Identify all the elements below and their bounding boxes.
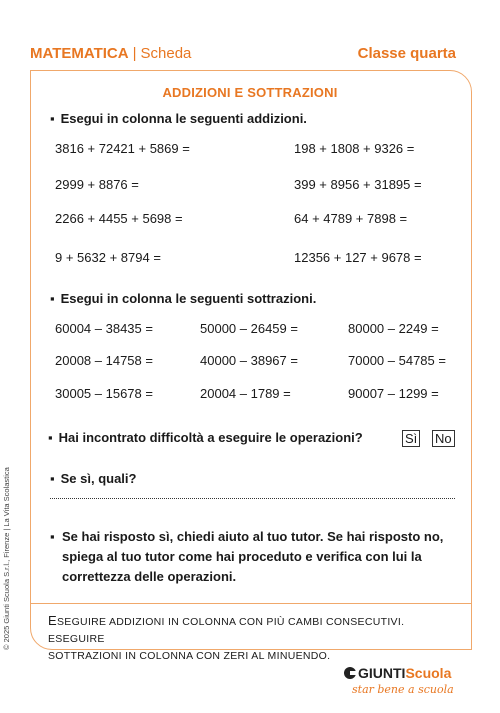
subtraction-exercise: 20008 – 14758 = bbox=[55, 353, 153, 368]
yes-checkbox[interactable]: Sì bbox=[402, 430, 420, 447]
bullet-icon: ▪ bbox=[48, 430, 53, 445]
bullet-icon: ▪ bbox=[50, 529, 55, 544]
subtraction-exercise: 50000 – 26459 = bbox=[200, 321, 298, 336]
difficulty-question bbox=[48, 430, 363, 445]
addition-exercise: 64 + 4789 + 7898 = bbox=[294, 211, 408, 226]
no-checkbox[interactable]: No bbox=[432, 430, 455, 447]
subtraction-exercise: 90007 – 1299 = bbox=[348, 386, 439, 401]
subtractions-instruction-text: Esegui in colonna le seguenti sottrazioni. bbox=[60, 291, 317, 306]
giunti-scuola-logo bbox=[344, 665, 464, 705]
difficulty-question-text: Hai incontrato difficoltà a eseguire le operazioni? bbox=[58, 430, 363, 445]
bullet-icon: ▪ bbox=[50, 291, 55, 306]
tutor-note-text: Se hai risposto sì, chiedi aiuto al tuo tutor. Se hai risposto no, spiega al tuo tutor come hai proceduto e verifica con lui la correttezza delle operazioni. bbox=[62, 529, 444, 584]
copyright-notice: © 2025 Giunti Scuola S.r.l., Firenze | La Vita Scolastica bbox=[2, 467, 11, 650]
class-label: Classe quarta bbox=[357, 45, 456, 62]
subtractions-instruction bbox=[50, 291, 316, 306]
addition-exercise: 12356 + 127 + 9678 = bbox=[294, 250, 422, 265]
worksheet-title: ADDIZIONI E SOTTRAZIONI bbox=[162, 85, 338, 100]
objective-line-1: SEGUIRE ADDIZIONI IN COLONNA CON PIÙ CAMBI CONSECUTIVI. ESEGUIRE bbox=[48, 616, 405, 645]
which-question bbox=[50, 471, 136, 486]
addition-exercise: 198 + 1808 + 9326 = bbox=[294, 141, 415, 156]
tutor-note bbox=[50, 527, 460, 587]
additions-instruction bbox=[50, 111, 307, 126]
addition-exercise: 399 + 8956 + 31895 = bbox=[294, 177, 422, 192]
subtraction-exercise: 70000 – 54785 = bbox=[348, 353, 446, 368]
sheet-type-label: Scheda bbox=[140, 45, 192, 62]
subject-label: MATEMATICA bbox=[30, 45, 129, 62]
addition-exercise: 3816 + 72421 + 5869 = bbox=[55, 141, 190, 156]
logo-tagline: star bene a scuola bbox=[352, 683, 454, 696]
footer-divider bbox=[30, 603, 472, 604]
addition-exercise: 9 + 5632 + 8794 = bbox=[55, 250, 161, 265]
subtraction-exercise: 80000 – 2249 = bbox=[348, 321, 439, 336]
subtraction-exercise: 20004 – 1789 = bbox=[200, 386, 291, 401]
difficulty-row bbox=[48, 430, 458, 448]
logo-brand bbox=[344, 665, 451, 681]
answer-line[interactable] bbox=[50, 498, 455, 499]
objective-line-2: SOTTRAZIONI IN COLONNA CON ZERI AL MINUENDO. bbox=[48, 650, 331, 662]
logo-brand-a: GIUNTI bbox=[358, 665, 406, 681]
logo-brand-b: Scuola bbox=[405, 665, 452, 681]
giunti-g-icon bbox=[344, 667, 356, 679]
bullet-icon: ▪ bbox=[50, 471, 55, 486]
addition-exercise: 2266 + 4455 + 5698 = bbox=[55, 211, 183, 226]
subtraction-exercise: 30005 – 15678 = bbox=[55, 386, 153, 401]
subtraction-exercise: 60004 – 38435 = bbox=[55, 321, 153, 336]
header-left bbox=[30, 45, 191, 62]
learning-objective bbox=[48, 612, 458, 665]
bullet-icon: ▪ bbox=[50, 111, 55, 126]
subtraction-exercise: 40000 – 38967 = bbox=[200, 353, 298, 368]
additions-instruction-text: Esegui in colonna le seguenti addizioni. bbox=[60, 111, 307, 126]
header-separator: | bbox=[132, 45, 137, 62]
which-question-text: Se sì, quali? bbox=[60, 471, 137, 486]
objective-initial: E bbox=[48, 613, 57, 628]
page-header bbox=[30, 45, 456, 67]
addition-exercise: 2999 + 8876 = bbox=[55, 177, 139, 192]
